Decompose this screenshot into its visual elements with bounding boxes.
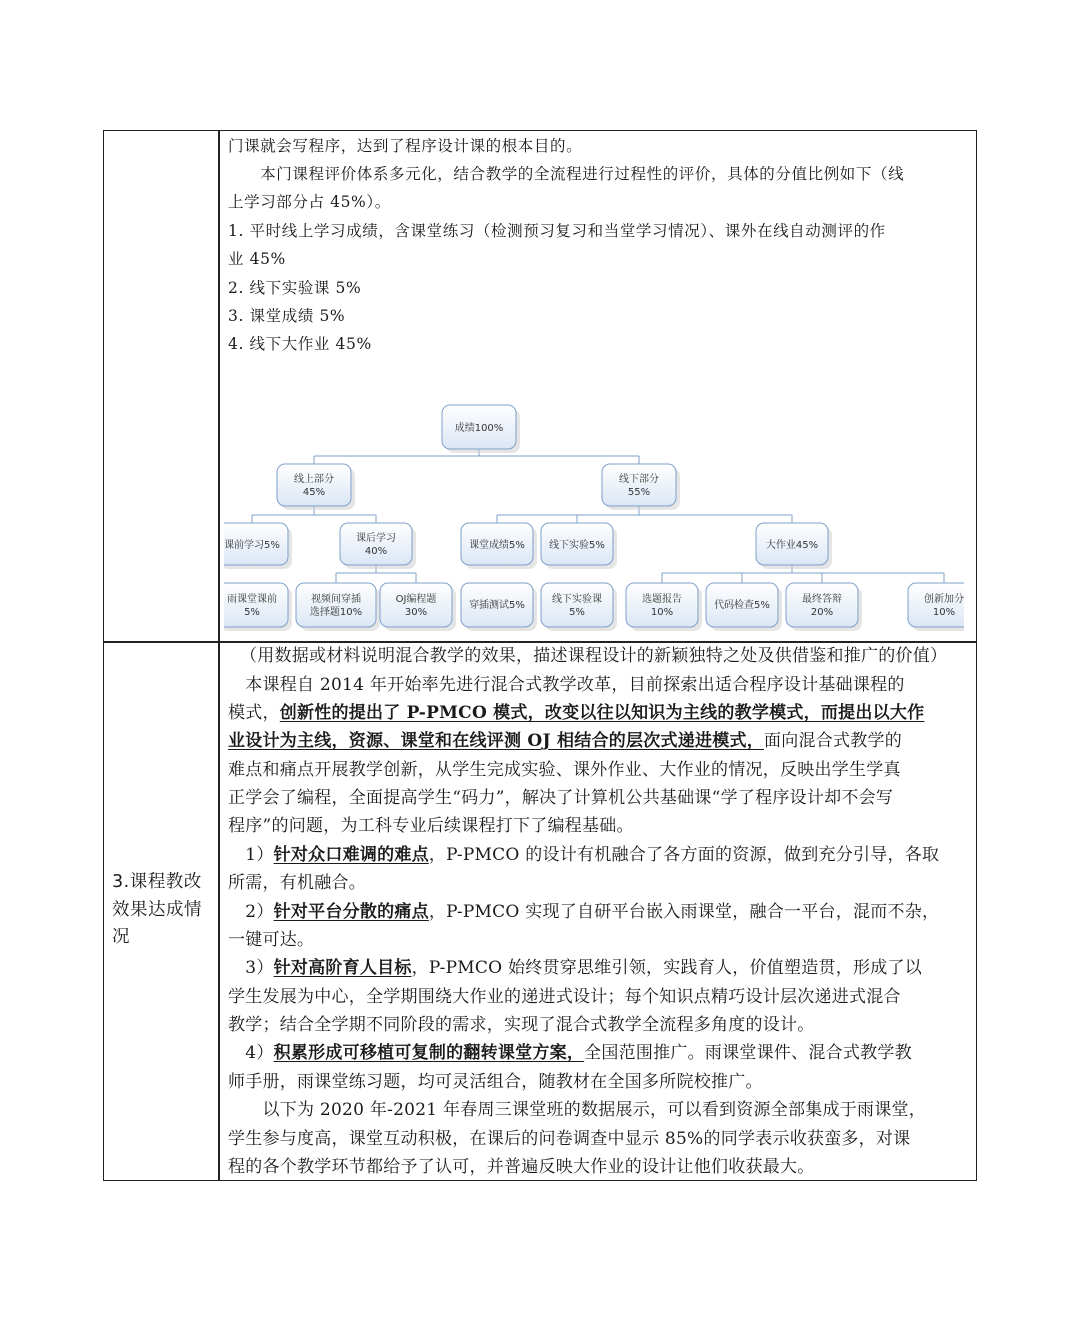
text-line (228, 954, 922, 982)
grading-item-2: 2. 线下实验课 5% (228, 279, 362, 297)
text-line: 教学；结合全学期不同阶段的需求，实现了混合式教学全流程多角度的设计。 (228, 1015, 815, 1035)
item-number: 4） (228, 1043, 274, 1063)
tree-node-online (277, 464, 355, 510)
text-line: 一键可达。 (228, 930, 315, 950)
node-label: 大作业45% (765, 540, 819, 551)
node-label: 线下部分 (619, 474, 659, 485)
highlight-text: 针对高阶育人目标 (273, 958, 412, 978)
text-line: 难点和痛点开展教学创新，从学生完成实验、课外作业、大作业的情况，反映出学生学真 (228, 760, 901, 780)
node-label: 最终答辩 (802, 594, 842, 605)
evaluation-table (103, 130, 977, 1181)
node-value: 选择题10% (309, 607, 363, 618)
grading-item-3: 3. 课堂成绩 5% (228, 307, 346, 325)
text-line (228, 898, 939, 926)
text-line: 以下为 2020 年-2021 年春周三课堂班的数据展示，可以看到资源全部集成于雨课堂， (228, 1100, 926, 1120)
tree-node-offline (602, 464, 680, 510)
node-value: 40% (364, 546, 388, 557)
tree-node-pre-class (224, 523, 292, 569)
node-label: 视频间穿插 (311, 594, 361, 605)
tree-node-class-score (461, 523, 537, 569)
node-value: 20% (810, 607, 834, 618)
tree-node-root (442, 405, 520, 453)
highlight-text: 创新性的提出了 P-PMCO 模式，改变以往以知识为主线的教学模式，而提出以大作 (279, 703, 925, 723)
text-run: 全国范围推广。雨课堂课件、混合式教学教 (584, 1043, 912, 1063)
tree-node-quiz (461, 583, 537, 631)
column-divider (218, 131, 220, 1180)
text-line: 所需，有机融合。 (228, 873, 366, 893)
text-run: ，P-PMCO 实现了自研平台嵌入雨课堂，融合一平台，混而不杂， (428, 902, 940, 922)
grading-item-1: 1. 平时线上学习成绩，含课堂练习（检测预习复习和当堂学习情况）、课外在线自动测评的作 (228, 222, 886, 240)
text-run: ，P-PMCO 始终贯穿思维引领，实践育人，价值塑造贯，形成了以 (411, 958, 923, 978)
text-line: 学生发展为中心，全学期围绕大作业的递进式设计；每个知识点精巧设计层次递进式混合 (228, 987, 901, 1007)
node-label: 成绩100% (454, 423, 504, 434)
node-value: 10% (932, 607, 956, 618)
tree-node-video-quiz (296, 583, 380, 631)
node-label: 选题报告 (642, 594, 682, 605)
highlight-text: 积累形成可移植可复制的翻转课堂方案， (273, 1043, 585, 1063)
text-line (228, 727, 902, 755)
text-line: 师手册，雨课堂练习题，均可灵活组合，随教材在全国多所院校推广。 (228, 1072, 763, 1092)
grade-tree-diagram (224, 389, 964, 634)
node-label: 线下实验5% (549, 540, 605, 551)
highlight-text: 针对众口难调的难点 (273, 845, 429, 865)
tree-node-code-check (706, 583, 782, 631)
node-label: 线下实验课 (552, 594, 602, 605)
grading-item-1-cont: 业 45% (228, 250, 286, 268)
text-line (228, 841, 939, 869)
tree-node-post-class (340, 523, 416, 569)
text-line: 门课就会写程序，达到了程序设计课的根本目的。 (228, 137, 583, 155)
node-label: 穿插测试5% (469, 600, 525, 611)
node-label: 课前学习5% (224, 540, 280, 551)
text-line (228, 699, 924, 727)
tree-node-final-defense (786, 583, 862, 631)
tree-node-oj (380, 583, 456, 631)
text-run: 模式， (228, 703, 280, 723)
text-run: 面向混合式教学的 (763, 731, 902, 751)
node-value: 45% (302, 487, 326, 498)
node-label: 创新加分 (924, 594, 964, 605)
grading-item-4: 4. 线下大作业 45% (228, 335, 372, 353)
text-line: 本课程自 2014 年开始率先进行混合式教学改革，目前探索出适合程序设计基础课程的 (228, 675, 905, 695)
node-label: 课堂成绩5% (469, 540, 525, 551)
text-line (228, 1039, 912, 1067)
text-line: 本门课程评价体系多元化，结合教学的全流程进行过程性的评价，具体的分值比例如下（线 (228, 165, 905, 183)
item-number: 2） (228, 902, 274, 922)
tree-node-topic-report (626, 583, 702, 631)
section-label: 3.课程教改效果达成情况 (112, 872, 202, 948)
node-value: 55% (627, 487, 651, 498)
text-line: 上学习部分占 45%）。 (228, 193, 391, 211)
text-line: 程序”的问题，为工科专业后续课程打下了编程基础。 (228, 816, 634, 836)
tree-node-lab-course (541, 583, 617, 631)
node-value: 30% (404, 607, 428, 618)
text-line: 正学会了编程，全面提高学生“码力”，解决了计算机公共基础课“学了程序设计却不会写 (228, 788, 894, 808)
node-label: 代码检查5% (714, 600, 770, 611)
text-line: 程的各个教学环节都给予了认可，并普遍反映大作业的设计让他们收获最大。 (228, 1157, 815, 1177)
tree-node-lab (541, 523, 617, 569)
text-line: 学生参与度高，课堂互动积极，在课后的问卷调查中显示 85%的同学表示收获蛮多，对课 (228, 1129, 911, 1149)
node-value: 10% (650, 607, 674, 618)
tree-node-project (756, 523, 832, 569)
text-run: ，P-PMCO 的设计有机融合了各方面的资源，做到充分引导，各取 (428, 845, 940, 865)
node-value: 5% (569, 607, 585, 618)
section-instruction: （用数据或材料说明混合教学的效果，描述课程设计的新颖独特之处及供借鉴和推广的价值） (240, 646, 948, 666)
node-label: 线上部分 (294, 474, 334, 485)
tree-node-innovation-bonus (908, 583, 964, 631)
node-label: OJ编程题 (395, 594, 437, 605)
highlight-text: 业设计为主线，资源、课堂和在线评测 OJ 相结合的层次式递进模式， (228, 731, 764, 751)
node-value: 5% (244, 607, 260, 618)
node-label: 课后学习 (356, 533, 396, 544)
node-label: 雨课堂课前 (227, 594, 277, 605)
item-number: 3） (228, 958, 274, 978)
highlight-text: 针对平台分散的痛点 (273, 902, 429, 922)
tree-node-rain-classroom (224, 583, 292, 631)
item-number: 1） (228, 845, 274, 865)
